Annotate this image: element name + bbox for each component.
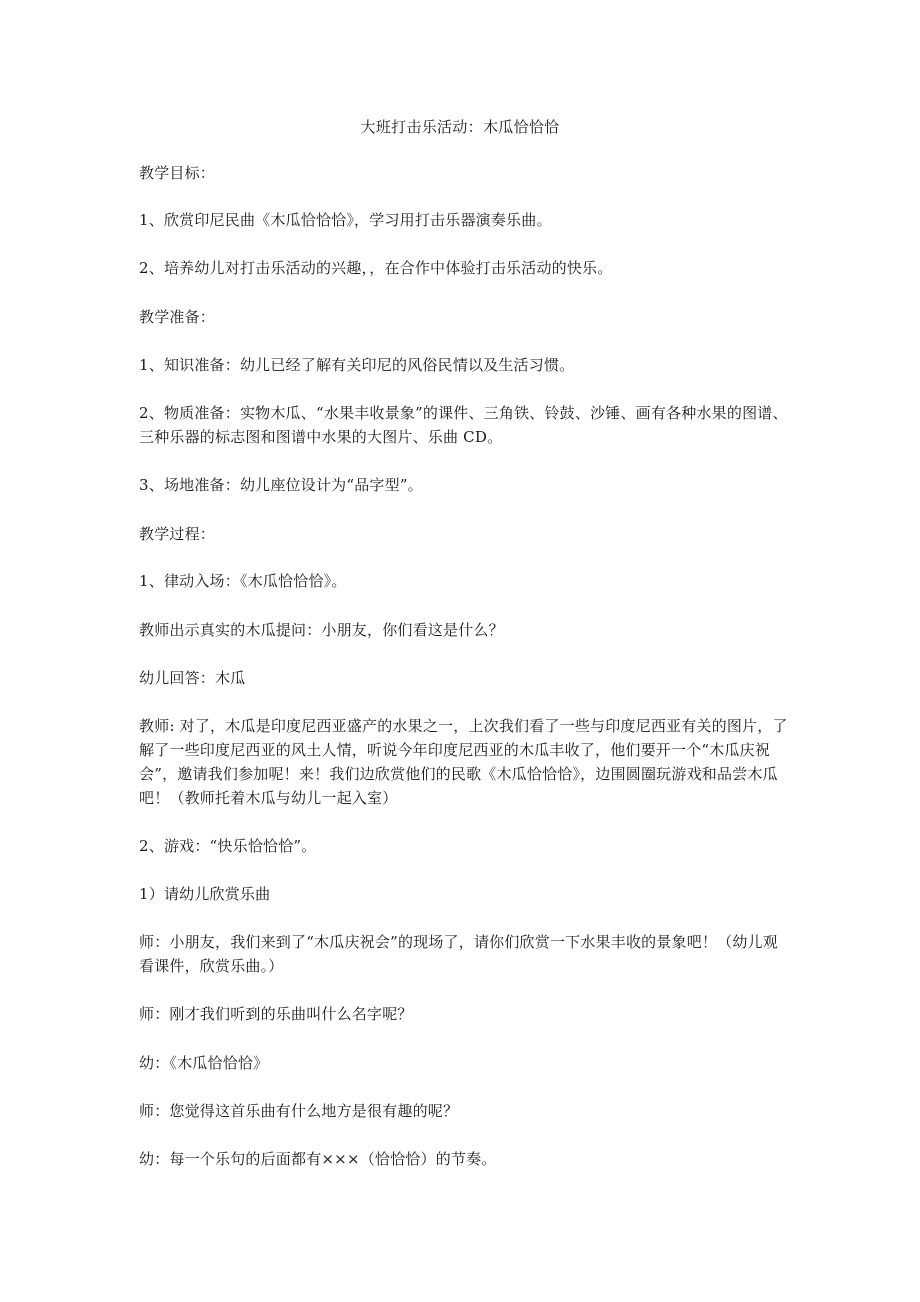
paragraph-objectives-heading: 教学目标： — [139, 164, 216, 182]
paragraph-preparation-heading: 教学准备： — [139, 308, 216, 326]
paragraph-child-rhythm-answer: 幼：每一个乐句的后面都有×××（恰恰恰）的节奏。 — [139, 1150, 497, 1168]
paragraph-teacher-question: 教师出示真实的木瓜提问：小朋友，你们看这是什么？ — [139, 621, 504, 639]
paragraph-substep-1: 1）请幼儿欣赏乐曲 — [139, 885, 271, 903]
paragraph-objective-1: 1、欣赏印尼民曲《木瓜恰恰恰》，学习用打击乐器演奏乐曲。 — [139, 211, 552, 229]
paragraph-process-heading: 教学过程： — [139, 525, 216, 543]
paragraph-preparation-venue: 3、场地准备：幼儿座位设计为“品字型”。 — [139, 476, 423, 494]
paragraph-step-2: 2、游戏：“快乐恰恰恰”。 — [139, 837, 317, 855]
paragraph-teacher-ask-interest: 师：您觉得这首乐曲有什么地方是很有趣的呢？ — [139, 1102, 459, 1120]
paragraph-preparation-materials: 2、物质准备：实物木瓜、“水果丰收景象”的课件、三角铁、铃鼓、沙锤、画有各种水果的图谱、三种乐器的标志图和图谱中水果的大图片、乐曲 CD。 — [139, 404, 788, 446]
document-title: 大班打击乐活动：木瓜恰恰恰 — [360, 118, 560, 136]
paragraph-objective-2: 2、培养幼儿对打击乐活动的兴趣，，在合作中体验打击乐活动的快乐。 — [139, 259, 613, 277]
paragraph-teacher-explanation: 教师: 对了，木瓜是印度尼西亚盛产的水果之一，上次我们看了一些与印度尼西亚有关的图片，了解了一些印度尼西亚的风土人情，听说今年印度尼西亚的木瓜丰收了，他们要开一个“木瓜庆祝会”，邀请我们参加呢！来！我们边欣赏他们的民歌《木瓜恰恰恰》，边围圆圈玩游戏和品尝木瓜吧！（教师托着木瓜与幼儿一起入室） — [139, 717, 788, 807]
paragraph-preparation-knowledge: 1、知识准备：幼儿已经了解有关印尼的风俗民情以及生活习惯。 — [139, 356, 575, 374]
paragraph-teacher-intro: 师：小朋友，我们来到了“木瓜庆祝会”的现场了，请你们欣赏一下水果丰收的景象吧！（幼儿观看课件，欣赏乐曲。） — [139, 933, 778, 975]
paragraph-step-1: 1、律动入场：《木瓜恰恰恰》。 — [139, 572, 347, 590]
paragraph-child-answer: 幼儿回答：木瓜 — [139, 669, 246, 687]
paragraph-child-name-answer: 幼：《木瓜恰恰恰》 — [139, 1054, 269, 1072]
paragraph-teacher-ask-name: 师：刚才我们听到的乐曲叫什么名字呢？ — [139, 1005, 413, 1023]
